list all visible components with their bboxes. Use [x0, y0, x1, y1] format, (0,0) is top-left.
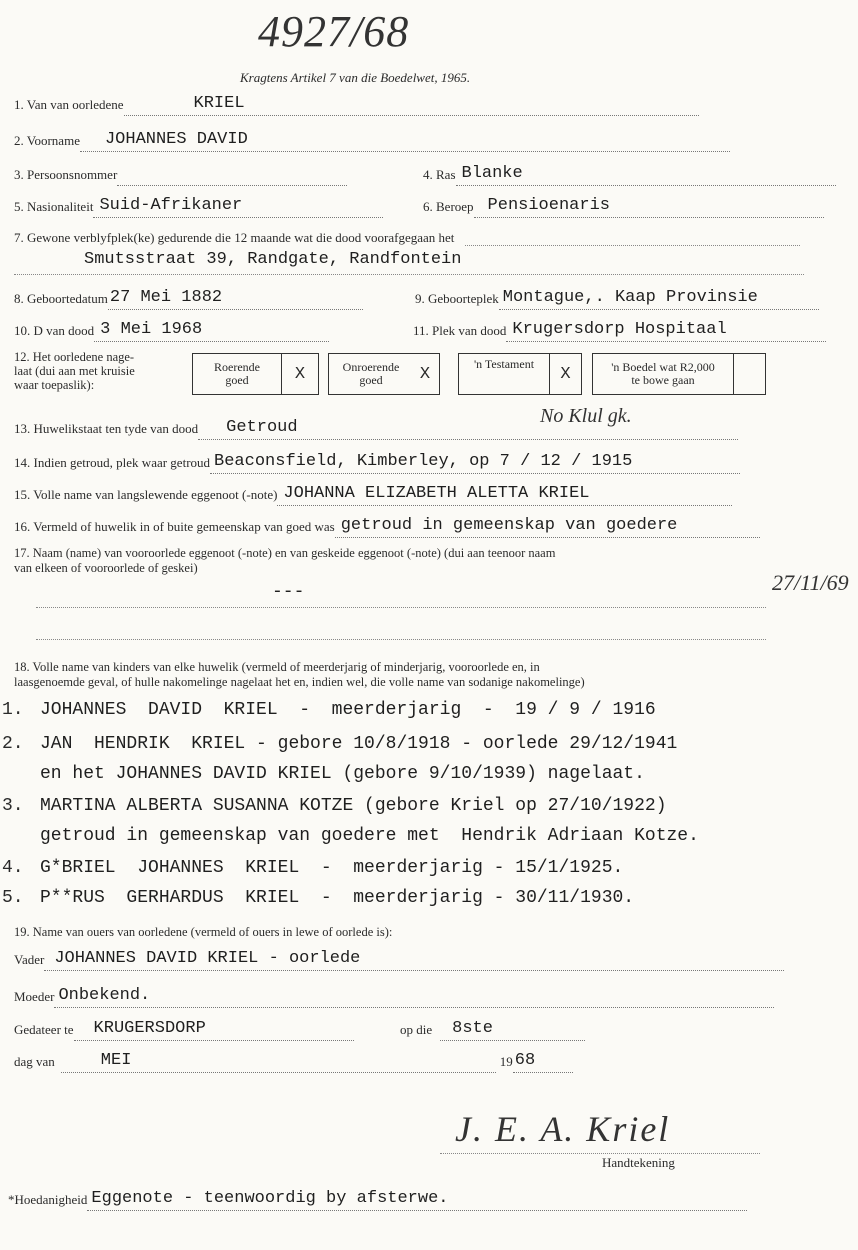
field-father: [14, 945, 784, 971]
box-testament[interactable]: 'n Testament X: [458, 353, 582, 395]
death-place-value: Krugersdorp Hospitaal: [512, 320, 727, 339]
capacity-label: *Hoedanigheid: [8, 1192, 88, 1207]
nationality-label: 5. Nasionaliteit: [14, 199, 94, 214]
marriage-place-label: 14. Indien getroud, plek waar getroud: [14, 455, 211, 470]
box-testament-mark: X: [549, 354, 581, 394]
marital-status-label: 13. Huwelikstaat ten tyde van dood: [14, 421, 199, 436]
surname-label: 1. Van van oorledene: [14, 97, 124, 112]
field-community-of-property: [14, 512, 760, 538]
father-value: JOHANNES DAVID KRIEL - oorlede: [54, 949, 361, 968]
marriage-place-value: Beaconsfield, Kimberley, op 7 / 12 / 1915: [214, 452, 633, 471]
dated-at-value: KRUGERSDORP: [93, 1019, 206, 1038]
field-surname: [14, 90, 699, 116]
occupation-value: Pensioenaris: [487, 196, 610, 215]
box-estate-over-r2000[interactable]: 'n Boedel wat R2,000 te bowe gaan: [592, 353, 766, 395]
year-prefix: 19: [499, 1054, 513, 1069]
file-number: 4927/68: [258, 7, 410, 56]
community-label: 16. Vermeld of huwelik in of buite gemeenskap van goed was: [14, 519, 335, 534]
dated-at-label: Gedateer te: [14, 1022, 74, 1037]
first-names-label: 2. Voorname: [14, 133, 80, 148]
signature: J. E. A. Kriel: [455, 1109, 671, 1149]
signature-label: Handtekening: [602, 1155, 675, 1170]
field-occupation: [423, 192, 824, 218]
on-the-label: op die: [400, 1022, 433, 1037]
field-day-of: [14, 1047, 573, 1073]
year-value: 68: [514, 1051, 536, 1070]
birth-place-label: 9. Geboorteplek: [415, 291, 499, 306]
day-of-label: dag van: [14, 1054, 55, 1069]
children-label: 18. Volle name van kinders van elke huwelik (vermeld of meerderjarig of minderjarig, vooroorlede en, in: [14, 660, 540, 674]
occupation-label: 6. Beroep: [423, 199, 474, 214]
birth-date-value: 27 Mei 1882: [109, 288, 223, 307]
field-first-names: [14, 126, 730, 152]
parents-label: 19. Name van ouers van oorledene (vermeld of ouers in lewe of oorlede is):: [14, 925, 393, 939]
box-estate-mark: [733, 354, 765, 394]
surviving-spouse-value: JOHANNA ELIZABETH ALETTA KRIEL: [283, 484, 590, 503]
surname-value: KRIEL: [193, 94, 245, 113]
day-of-value: MEI: [100, 1051, 132, 1070]
race-label: 4. Ras: [423, 167, 456, 182]
capacity-value: Eggenote - teenwoordig by afsterwe.: [91, 1189, 449, 1208]
mother-value: Onbekend.: [58, 986, 151, 1005]
box-movable-mark: X: [281, 354, 318, 394]
father-label: Vader: [14, 952, 45, 967]
mother-label: Moeder: [14, 989, 55, 1004]
estate-left-label: 12. Het oorledene nage- laat (dui aan met kruisie waar toepaslik):: [14, 350, 135, 392]
children-label-2: laasgenoemde geval, of hulle nakomelinge nagelaat het en, indien wel, die volle name van sodanige nakomelinge): [14, 675, 585, 689]
field-mother: [14, 982, 774, 1008]
field-death-date: [14, 316, 329, 342]
race-value: Blanke: [461, 164, 523, 183]
marital-note: No Klul gk.: [540, 405, 632, 427]
predeceased-spouse-label: 17. Naam (name) van vooroorlede eggenoot (-note) en van geskeide eggenoot (-note) (dui aan teenoor naam: [14, 546, 556, 560]
residence-value: Smutsstraat 39, Randgate, Randfontein: [84, 250, 462, 269]
field-on-the: [400, 1015, 585, 1041]
box-immovable-mark: X: [419, 364, 431, 384]
death-place-label: 11. Plek van dood: [413, 323, 507, 338]
birth-date-label: 8. Geboortedatum: [14, 291, 108, 306]
first-names-value: JOHANNES DAVID: [104, 130, 248, 149]
field-id-number: [14, 160, 347, 186]
field-surviving-spouse: [14, 480, 732, 506]
field-marriage-place: [14, 448, 740, 474]
annotation-date: 27/11/69: [772, 570, 849, 595]
community-value: getroud in gemeenskap van goedere: [340, 516, 678, 535]
field-nationality: [14, 192, 383, 218]
field-birth-place: [415, 284, 819, 310]
birth-place-value: Montague,. Kaap Provinsie: [502, 288, 758, 307]
death-date-label: 10. D van dood: [14, 323, 95, 338]
field-death-place: [413, 316, 826, 342]
death-notice-form: 4927/68 Kragtens Artikel 7 van die Boedelwet, 1965. 1. Van van oorledene KRIEL 2. Voorname JOHANNES DAVID 3. Persoonsnommer 4. Ras Blanke 5. Nasionaliteit Suid-Afrikaner 6. Beroep Pensioenaris 7. Gewone verblyfplek(ke) gedurende die 12 maande wat die dood voorafgegaan het Smutsstraat 39, Randgate, Randfontein 8. Geboortedatum 27 Mei 1882 9. Geboorteplek Montague,. Kaap Provinsie 10. D van dood 3 Mei 1968 11. Plek van dood Krugersdorp Hospitaal 12. Het oorledene nage- laat (dui aan met kruisie waar toepaslik): Roerende goed X Onroerende goed X 'n Testament X 'n Boedel wat R2,000 te bowe gaan 13. Huwelikstaat ten tyde van dood Getroud No Klul gk. 14. Indien getroud, plek waar getroud Beaconsfield, Kimberley, op 7 / 12 / 1915 15. Volle name van langslewende eggenoot (-note) JOHANNA ELIZABETH ALETTA KRIEL 16. Vermeld of huwelik in of buite gemeenskap van goed was getroud in gemeenskap van goedere 17. Naam (name) van vooroorlede eggenoot (-note) en van geskeide eggenoot (-note) (dui aan teenoor naam van elkeen of vooroorlede of geskei) --- 27/11/69 18. Volle name van kinders van elke huwelik (vermeld of meerderjarig of minderjarig, vooroorlede en, in laasgenoemde geval, of hulle nakomelinge nagelaat het en, indien wel, die volle name van sodanige nakomelinge) 1. JOHANNES DAVID KRIEL - meerderjarig - 19 / 9 / 1916 2. JAN HENDRIK KRIEL - gebore 10/8/1918 - oorlede 29/12/1941 en het JOHANNES DAVID KRIEL (gebore 9/10/1939) nagelaat. 3. MARTINA ALBERTA SUSANNA KOTZE (gebore Kriel op 27/10/1922) getroud in gemeenskap van goedere met Hendrik Adriaan Kotze. 4. G*BRIEL JOHANNES KRIEL - meerderjarig - 15/1/1925. 5. P**RUS GERHARDUS KRIEL - meerderjarig - 30/11/1930. 19. Name van ouers van oorledene (vermeld of ouers in lewe of oorlede is): Vader JOHANNES DAVID KRIEL - oorlede Moeder Onbekend. Gedateer te KRUGERSDORP op die 8ste dag van MEI 19 68 J. E. A. Kriel Handtekening *Hoedanigheid Eggenote - teenwoordig by afsterwe.: [0, 0, 858, 1250]
field-race: [423, 160, 836, 186]
on-the-value: 8ste: [452, 1019, 493, 1038]
act-reference: Kragtens Artikel 7 van die Boedelwet, 1965.: [240, 70, 471, 85]
predeceased-spouse-label-2: van elkeen of vooroorlede of geskei): [14, 561, 198, 575]
residence-label: 7. Gewone verblyfplek(ke) gedurende die 12 maande wat die dood voorafgegaan het: [14, 230, 455, 245]
death-date-value: 3 Mei 1968: [100, 320, 203, 339]
nationality-value: Suid-Afrikaner: [99, 196, 243, 215]
id-number-label: 3. Persoonsnommer: [14, 167, 118, 182]
field-dated-at: [14, 1015, 354, 1041]
field-birth-date: [14, 284, 363, 310]
box-movable-goods[interactable]: Roerende goed X: [192, 353, 319, 395]
field-capacity: [8, 1185, 747, 1211]
box-immovable-goods[interactable]: Onroerende goed X: [328, 353, 440, 395]
marital-status-value: Getroud: [226, 418, 298, 437]
surviving-spouse-label: 15. Volle name van langslewende eggenoot (-note): [14, 487, 278, 502]
predeceased-spouse-value: ---: [272, 582, 305, 602]
